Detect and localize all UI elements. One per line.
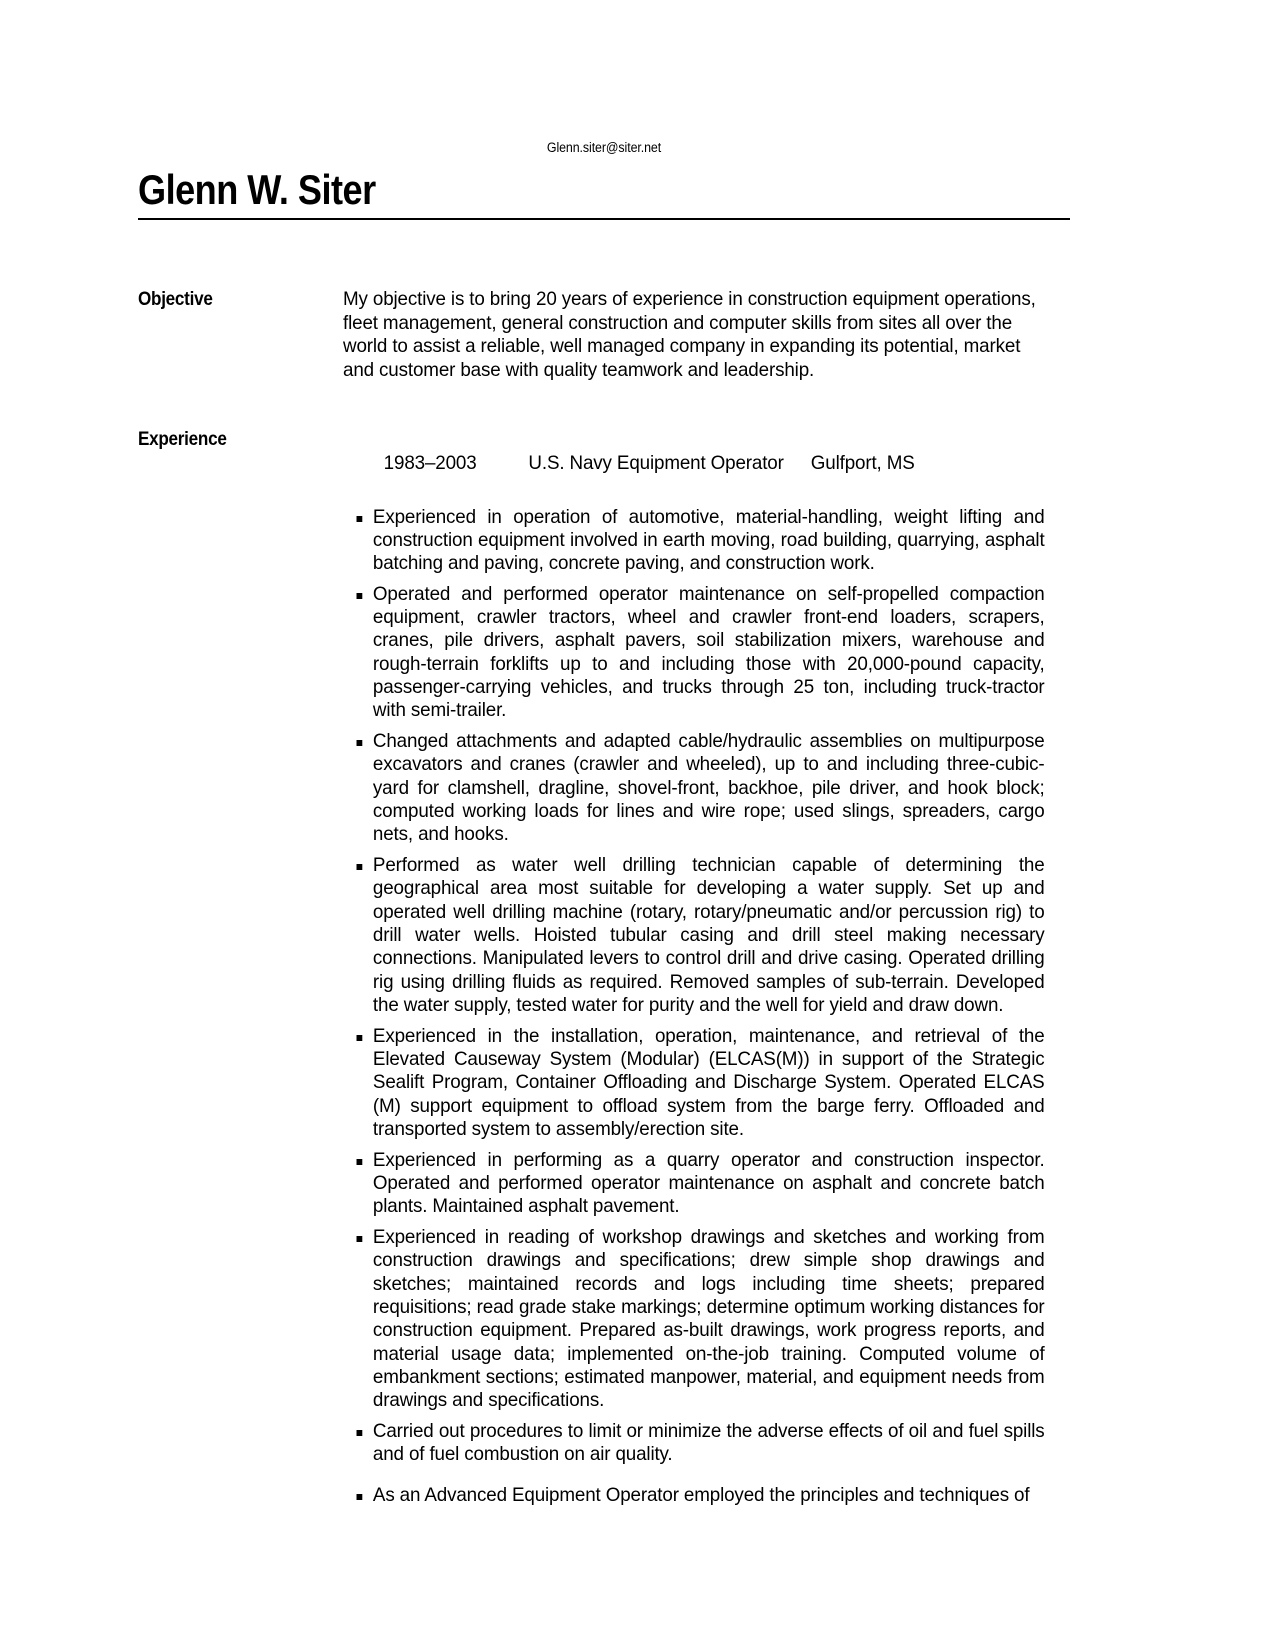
experience-bullet: Carried out procedures to limit or minimize the adverse effects of oil and fuel spills and of fuel combustion on air quality. bbox=[343, 1420, 1045, 1467]
experience-bullet: Experienced in reading of workshop drawings and sketches and working from construction drawings and specifications; drew simple shop drawings and sketches; maintained records and logs including time sheets; prepared requisitions; read grade stake markings; determine optimum working distances for construction equipment. Prepared as-built drawings, work progress reports, and material usage data; implemented on-the-job training. Computed volume of embankment sections; estimated manpower, material, and equipment needs from drawings and specifications. bbox=[343, 1226, 1045, 1412]
objective-body bbox=[343, 288, 1070, 382]
experience-section bbox=[138, 428, 1070, 1514]
experience-section-label: Experience bbox=[138, 429, 227, 450]
job-heading bbox=[343, 428, 1045, 499]
header-divider bbox=[138, 218, 1070, 220]
page-title: Glenn W. Siter bbox=[138, 166, 376, 214]
experience-bullet: Experienced in operation of automotive, material-handling, weight lifting and construction equipment involved in earth moving, road building, quarrying, asphalt batching and paving, concrete paving, and construction work. bbox=[343, 506, 1045, 576]
objective-text: My objective is to bring 20 years of experience in construction equipment operations, fleet management, general construction and computer skills from sites all over the world to assist a reliable, well managed company in expanding its potential, market and customer base with quality teamwork and leadership. bbox=[343, 288, 1036, 381]
objective-section-label: Objective bbox=[138, 289, 213, 310]
experience-bullet-list bbox=[343, 506, 1070, 1507]
experience-bullet: Changed attachments and adapted cable/hydraulic assemblies on multipurpose excavators and cranes (crawler and wheeled), up to and including three-cubic-yard for clamshell, dragline, shovel-front, backhoe, pile driver, and hook block; computed working loads for lines and wire rope; used slings, spreaders, cargo nets, and hooks. bbox=[343, 730, 1045, 846]
job-title: U.S. Navy Equipment Operator bbox=[528, 451, 784, 474]
objective-section bbox=[138, 288, 1070, 382]
job-years: 1983–2003 bbox=[383, 451, 477, 474]
experience-bullet: Operated and performed operator maintenance on self-propelled compaction equipment, crawler tractors, wheel and crawler front-end loaders, scrapers, cranes, pile drivers, asphalt pavers, soil stabilization mixers, warehouse and rough-terrain forklifts up to and including those with 20,000-pound capacity, passenger-carrying vehicles, and trucks through 25 ton, including truck-tractor with semi-trailer. bbox=[343, 583, 1045, 723]
contact-email: Glenn.siter@siter.net bbox=[546, 140, 662, 155]
experience-bullet: As an Advanced Equipment Operator employed the principles and techniques of bbox=[343, 1484, 1045, 1507]
experience-bullet: Experienced in the installation, operation, maintenance, and retrieval of the Elevated Causeway System (Modular) (ELCAS(M)) in support of the Strategic Sealift Program, Container Offloading and Discharge System. Operated ELCAS (M) support equipment to offload system from the barge ferry. Offloaded and transported system to assembly/erection site. bbox=[343, 1025, 1045, 1141]
resume-header bbox=[138, 140, 1070, 228]
experience-bullet: Performed as water well drilling technician capable of determining the geographical area most suitable for developing a water supply. Set up and operated well drilling machine (rotary, rotary/pneumatic and/or percussion rig) to drill water wells. Hoisted tubular casing and drill steel making necessary connections. Manipulated levers to control drill and drive casing. Operated drilling rig using drilling fluids as required. Removed samples of sub-terrain. Developed the water supply, tested water for purity and the well for yield and draw down. bbox=[343, 854, 1045, 1017]
job-location: Gulfport, MS bbox=[810, 451, 915, 474]
experience-body bbox=[343, 428, 1070, 1514]
experience-bullet: Experienced in performing as a quarry operator and construction inspector. Operated and performed operator maintenance on asphalt and concrete batch plants. Maintained asphalt pavement. bbox=[343, 1149, 1045, 1219]
